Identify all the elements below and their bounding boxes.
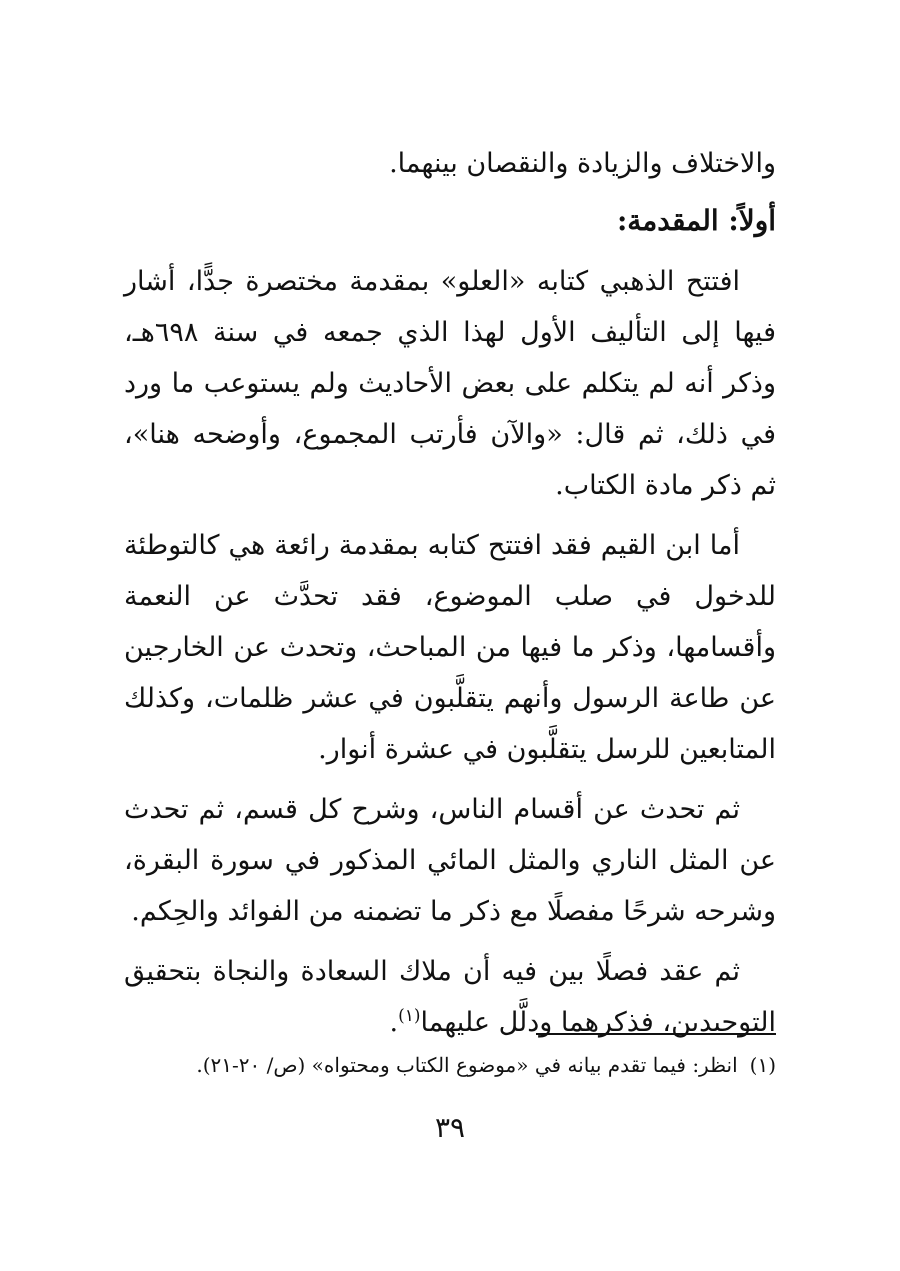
paragraph-4-text: ثم عقد فصلًا بين فيه أن ملاك السعادة والنجاة بتحقيق التوحيدين، فذكرهما ودلَّل عليهما — [124, 956, 776, 1038]
footnote-reference: (١) — [398, 1006, 421, 1026]
footnote-text: انظر: فيما تقدم بيانه في «موضوع الكتاب ومحتواه» (ص/ ٢٠-٢١). — [196, 1053, 738, 1077]
footnote-divider — [536, 1033, 776, 1035]
main-text — [124, 138, 776, 1057]
section-heading: أولاً: المقدمة: — [616, 204, 776, 237]
footnote — [124, 1048, 776, 1082]
paragraph-1: افتتح الذهبي كتابه «العلو» بمقدمة مختصرة جدًّا، أشار فيها إلى التأليف الأول لهذا الذي جمعه في سنة ٦٩٨هـ، وذكر أنه لم يتكلم على بعض الأحاديث ولم يستوعب ما ورد في ذلك، ثم قال: «والآن فأرتب المجموع، وأوضحه هنا»، ثم ذكر مادة الكتاب. — [124, 266, 776, 501]
paragraph-4-end: . — [389, 1007, 399, 1038]
paragraph-continuation: والاختلاف والزيادة والنقصان بينهما. — [389, 148, 776, 179]
paragraph-3: ثم تحدث عن أقسام الناس، وشرح كل قسم، ثم تحدث عن المثل الناري والمثل المائي المذكور في سورة البقرة، وشرحه شرحًا مفصلًا مع ذكر ما تضمنه من الفوائد والحِكم. — [124, 794, 776, 927]
paragraph-2: أما ابن القيم فقد افتتح كتابه بمقدمة رائعة هي كالتوطئة للدخول في صلب الموضوع، فقد تحدَّث عن النعمة وأقسامها، وذكر ما فيها من المباحث، وتحدث عن الخارجين عن طاعة الرسول وأنهم يتقلَّبون في عشر ظلمات، وكذلك المتابعين للرسل يتقلَّبون في عشرة أنوار. — [124, 530, 776, 765]
page-number: ٣٩ — [434, 1111, 466, 1144]
footnote-number: (١) — [749, 1053, 776, 1077]
